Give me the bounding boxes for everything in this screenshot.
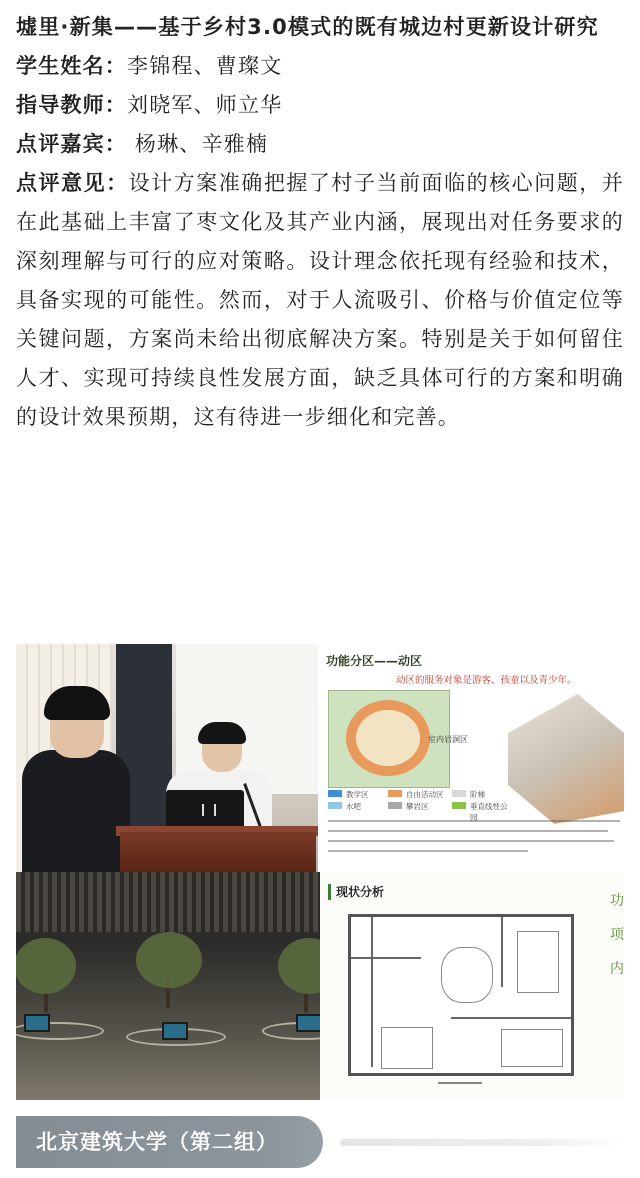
side-char: 内	[610, 961, 624, 977]
zones-legend	[328, 790, 508, 822]
zones-desc-line	[328, 830, 608, 832]
zones-callout: 室内岩洞区	[428, 735, 468, 744]
plan-room	[501, 1029, 563, 1067]
zones-desc-line	[328, 840, 614, 842]
presenter-2-hair	[198, 722, 246, 744]
teachers-label: 指导教师：	[16, 93, 127, 117]
legend-swatch	[452, 790, 466, 797]
plan-wall	[351, 957, 421, 959]
students-label: 学生姓名：	[16, 54, 127, 78]
function-zones-panel	[318, 644, 624, 872]
guests-label: 点评嘉宾：	[16, 132, 127, 156]
plan-room	[517, 931, 559, 993]
zones-desc-line	[328, 820, 620, 822]
teachers-line	[16, 86, 624, 125]
legend-swatch	[328, 802, 342, 809]
zones-ring	[346, 700, 430, 776]
legend-swatch	[328, 790, 342, 797]
guests-line	[16, 125, 624, 164]
display-kiosk	[24, 1014, 50, 1032]
project-title: 墟里·新集——基于乡村3.0模式的既有城边村更新设计研究	[16, 15, 599, 39]
plan-title: 现状分析	[336, 885, 385, 899]
comment-value: 设计方案准确把握了村子当前面临的核心问题，并在此基础上丰富了枣文化及其产业内涵，展现出对任务要求的深刻理解与可行的应对策略。设计理念依托现有经验和技术，具备实现的可能性。然而，对于人流吸引、价格与价值定位等关键问题，方案尚未给出彻底解决方案。特别是关于如何留住人才、实现可持续良性发展方面，缺乏具体可行的方案和明确的设计效果预期，这有待进一步细化和完善。	[16, 171, 624, 429]
legend-label: 阶梯	[470, 790, 485, 799]
guests-value: 杨琳、辛雅楠	[127, 132, 269, 156]
presenter-1	[22, 750, 130, 872]
plan-room	[381, 1027, 433, 1069]
presenters-photo	[16, 644, 318, 872]
photo-collage[interactable]	[16, 644, 624, 1100]
section-marker	[328, 884, 331, 900]
plan-wall	[451, 1017, 571, 1019]
podium	[120, 832, 316, 872]
students-line	[16, 47, 624, 86]
zones-title: 功能分区——动区	[326, 654, 423, 668]
tree-icon	[16, 938, 76, 994]
display-kiosk	[162, 1022, 188, 1040]
legend-swatch	[388, 802, 402, 809]
site-analysis-panel	[320, 872, 624, 1100]
zones-3d-model	[508, 694, 624, 824]
side-char: 功	[610, 893, 624, 909]
plan-wall	[501, 917, 503, 987]
comment-label: 点评意见：	[16, 171, 129, 195]
floor-plan	[348, 914, 574, 1076]
tag-divider-line	[340, 1139, 624, 1146]
legend-label: 垂直线性公园	[470, 802, 508, 822]
plan-wall	[371, 917, 373, 1067]
exhibition-hall-render	[16, 872, 320, 1100]
tree-icon	[278, 938, 320, 994]
teachers-value: 刘晓军、师立华	[127, 93, 283, 117]
school-group-tag: 北京建筑大学（第二组）	[16, 1116, 323, 1168]
side-char: 项	[610, 927, 624, 943]
legend-label: 水吧	[346, 802, 361, 811]
legend-label: 自由活动区	[406, 790, 444, 799]
display-kiosk	[296, 1014, 320, 1032]
legend-label: 教学区	[346, 790, 369, 799]
article	[0, 0, 640, 437]
comment-paragraph	[16, 164, 624, 437]
legend-swatch	[452, 802, 466, 809]
hall-ceiling	[16, 872, 320, 932]
legend-swatch	[388, 790, 402, 797]
tree-icon	[136, 932, 202, 988]
zones-desc-line	[328, 850, 528, 852]
zones-subtitle: 动区的服务对象是游客、孩童以及青少年。	[396, 675, 577, 686]
laptop-logo-icon	[202, 804, 216, 816]
students-value: 李锦程、曹璨文	[127, 54, 283, 78]
legend-label: 攀岩区	[406, 802, 429, 811]
plan-room	[441, 947, 493, 1003]
plan-caption-line	[438, 1082, 482, 1084]
presenter-1-hair	[44, 686, 110, 720]
